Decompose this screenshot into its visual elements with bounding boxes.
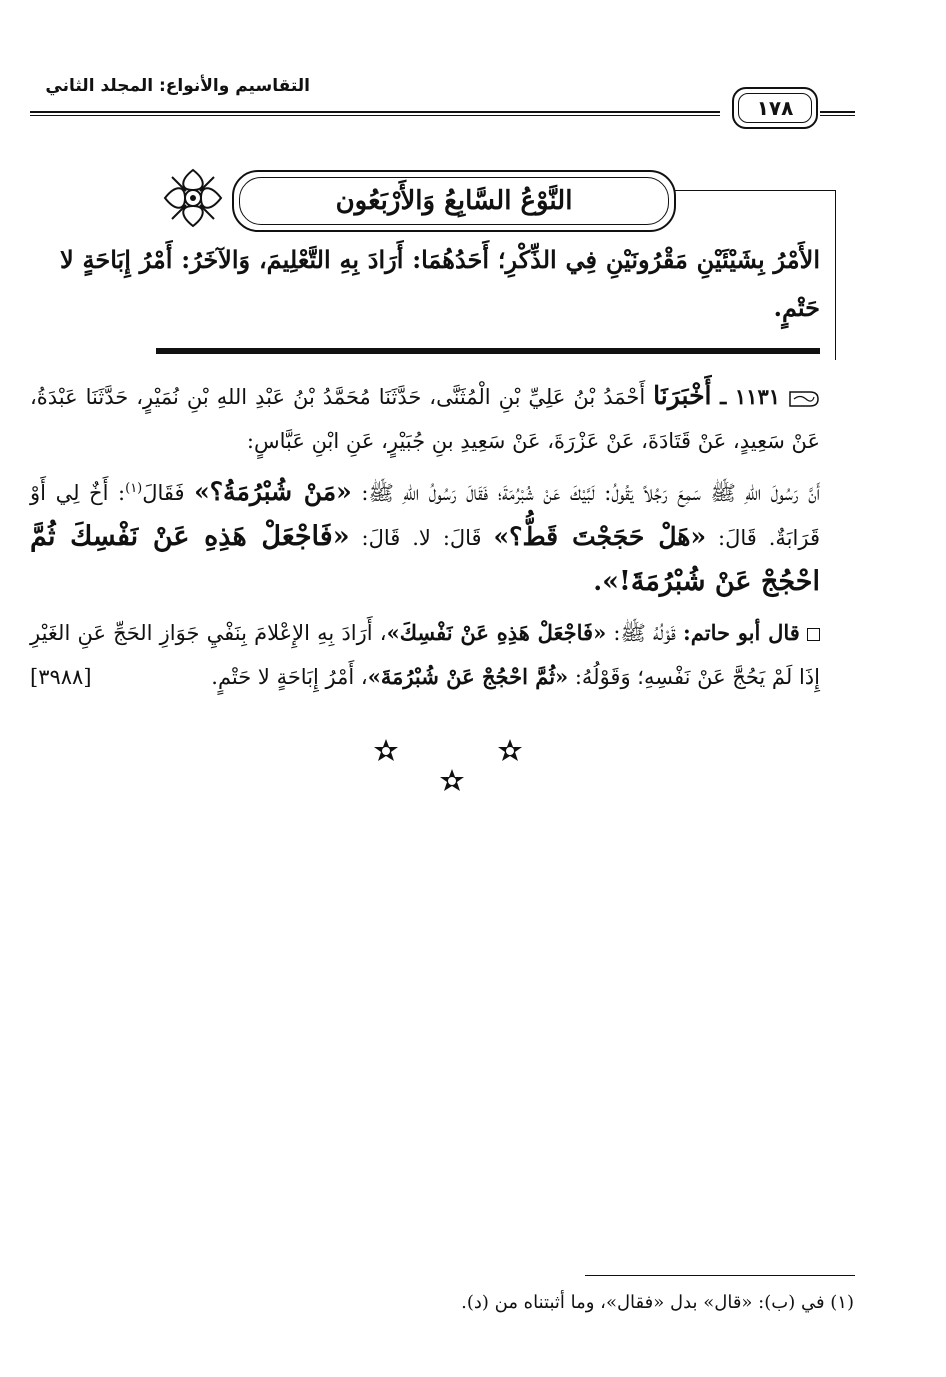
chapter-frame-side bbox=[835, 190, 836, 360]
matn-part-1: أَنَّ رَسُولَ اللهِ ﷺ سَمِعَ رَجُلاً يَقُولُ: لَبَّيْكَ عَنْ شُبْرُمَةَ؛ فَقَالَ رَسُولُ اللهِ ﷺ: bbox=[351, 481, 820, 505]
matn-part-2: فَقَالَ bbox=[142, 481, 195, 505]
header-rule bbox=[30, 111, 720, 113]
akhbarana: أَخْبَرَنَا bbox=[653, 381, 712, 410]
commentary-part-1: قَوْلُهُ ﷺ: bbox=[606, 621, 684, 645]
footnote-rule bbox=[585, 1275, 855, 1276]
section-divider bbox=[156, 348, 820, 354]
hadith-isnad bbox=[30, 374, 820, 463]
prophet-quote-3: «فَاجْعَلْ هَذِهِ عَنْ نَفْسِكَ ثُمَّ احْجُجْ عَنْ شُبْرُمَةَ!» bbox=[30, 521, 820, 597]
footnote-text: (١) في (ب): «قال» بدل «فقال»، وما أثبتناه من (د). bbox=[461, 1292, 854, 1313]
running-title: التقاسيم والأنواع: المجلد الثاني bbox=[45, 76, 310, 96]
chapter-title: النَّوْعُ السَّابِعُ وَالأَرْبَعُون bbox=[239, 177, 669, 225]
ornament-icon bbox=[160, 165, 226, 231]
isnad-text: أَحْمَدُ بْنُ عَلِيِّ بْنِ الْمُثَنَّى، حَدَّثَنَا مُحَمَّدُ بْنُ عَبْدِ اللهِ بْنِ نُمَيْرٍ، حَدَّثَنَا عَبْدَةُ، عَنْ سَعِيدٍ، عَنْ قَتَادَةَ، عَنْ عَزْرَةَ، عَنْ سَعِيدِ بنِ جُبَيْرٍ، عَنِ ابْنِ عَبَّاسٍ: bbox=[30, 385, 820, 453]
square-bullet-icon bbox=[807, 628, 820, 641]
star-ornament-icon bbox=[373, 738, 399, 764]
commentary-part-2: ، أَرَادَ بِهِ الإِعْلامَ بِنَفْيِ جَوَازِ الحَجِّ عَنِ الغَيْرِ إِذَا لَمْ يَحُجَّ عَنْ نَفْسِهِ؛ وَقَوْلُهُ: bbox=[30, 621, 820, 689]
page-number-frame bbox=[732, 87, 818, 129]
hadith-reference: [٣٩٨٨] bbox=[30, 665, 92, 689]
commentary-quote-2: «ثُمَّ احْجُجْ عَنْ شُبْرُمَةَ» bbox=[367, 664, 569, 689]
chapter-frame-top bbox=[675, 190, 835, 191]
header-rule-right-thin bbox=[820, 115, 855, 116]
prophet-quote-2: «هَلْ حَجَجْتَ قَطُّ؟» bbox=[493, 522, 707, 551]
prophet-quote-1: «مَنْ شُبْرُمَةُ؟» bbox=[194, 477, 352, 506]
commentary bbox=[30, 611, 820, 699]
hadith-block bbox=[30, 374, 820, 699]
hadith-sep: ـ bbox=[711, 384, 735, 409]
header-rule-right bbox=[820, 111, 855, 113]
matn-part-4: قَالَ: لا. قَالَ: bbox=[349, 526, 494, 550]
matn-part-3: : أَخٌ لِي أَوْ قَرَابَةٌ. قَالَ: bbox=[30, 481, 820, 550]
star-ornament-icon bbox=[497, 738, 523, 764]
hadith-number: ١١٣١ bbox=[734, 384, 781, 409]
chapter-title-box bbox=[232, 170, 676, 232]
hadith-marker-icon bbox=[788, 388, 820, 410]
commentary-quote-1: «فَاجْعَلْ هَذِهِ عَنْ نَفْسِكَ» bbox=[386, 620, 607, 645]
page-number: ١٧٨ bbox=[738, 93, 812, 123]
header-rule-thin bbox=[30, 115, 720, 116]
commentary-part-3: ، أَمْرُ إِبَاحَةٍ لا حَتْمٍ. bbox=[211, 665, 368, 689]
commentary-author: قال أبو حاتم: bbox=[683, 620, 800, 645]
hadith-matn bbox=[30, 467, 820, 605]
star-ornament-icon bbox=[439, 768, 465, 794]
footnote-marker[interactable]: (١) bbox=[125, 481, 143, 496]
matn-end: . bbox=[593, 567, 603, 596]
chapter-intro: الأَمْرُ بِشَيْئَيْنِ مَقْرُونَيْنِ فِي الذِّكْرِ؛ أَحَدُهُمَا: أَرَادَ بِهِ التَّعْلِيمَ، وَالآخَرُ: أَمْرُ إِبَاحَةٍ لا حَتْمٍ. bbox=[60, 245, 820, 322]
